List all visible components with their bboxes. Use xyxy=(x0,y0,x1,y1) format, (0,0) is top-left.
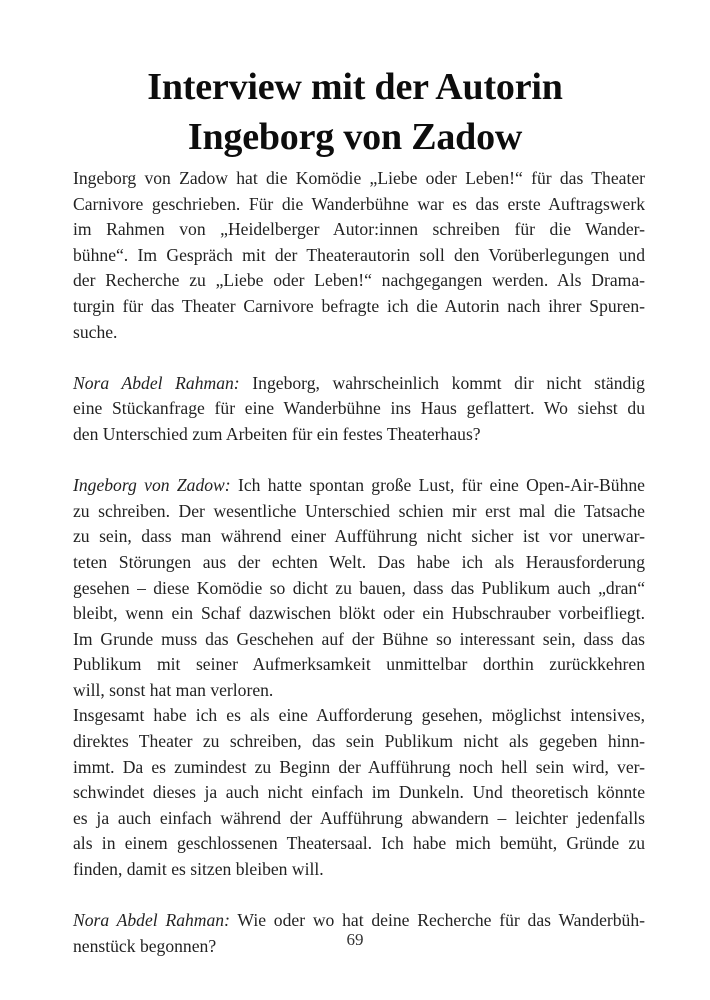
speaker-name: Nora Abdel Rahman: xyxy=(73,910,230,931)
answer-text: Ich hatte spontan große Lust, für eine Open-Air-Bühne xyxy=(230,475,645,496)
text-line-content: im Rahmen von „Heidelberger Autor:innen schreiben für die Wander- xyxy=(73,219,645,240)
text-line-content: direktes Theater zu schreiben, das sein Publikum nicht als gegeben hinn- xyxy=(73,731,645,752)
text-line-content xyxy=(73,473,645,499)
text-line-content: suche. xyxy=(73,321,118,342)
text-line xyxy=(73,371,645,397)
text-line xyxy=(73,524,645,550)
text-line xyxy=(73,294,645,320)
text-line-content: gesehen – diese Komödie so dicht zu bauen, dass das Publikum auch „dran“ xyxy=(73,577,645,598)
text-line xyxy=(73,857,645,883)
title-line-1: Interview mit der Autorin xyxy=(147,66,563,108)
text-line xyxy=(73,601,645,627)
text-line-content: bühne“. Im Gespräch mit der Theaterautorin soll den Vorüberlegungen und xyxy=(73,244,645,265)
text-line xyxy=(73,729,645,755)
page-title xyxy=(0,62,710,162)
paragraph-gap xyxy=(73,448,645,474)
paragraph-gap xyxy=(73,345,645,371)
text-line xyxy=(73,243,645,269)
answer-1 xyxy=(73,473,645,883)
text-line-content: teten Störungen aus der echten Welt. Das habe ich als Herausforderung xyxy=(73,551,645,572)
text-line-content: turgin für das Theater Carnivore befragte ich die Autorin nach ihrer Spuren- xyxy=(73,295,645,316)
question-text: Ingeborg, wahrscheinlich kommt dir nicht ständig xyxy=(239,372,645,393)
text-line xyxy=(73,780,645,806)
text-line-content: Ingeborg von Zadow hat die Komödie „Liebe oder Leben!“ für das Theater xyxy=(73,168,645,188)
title-line-2: Ingeborg von Zadow xyxy=(187,116,523,158)
text-line xyxy=(73,806,645,832)
article-body xyxy=(73,166,645,959)
paragraph-gap xyxy=(73,883,645,909)
text-line-content: zu schreiben. Der wesentliche Unterschied schien mir erst mal die Tatsache xyxy=(73,500,645,521)
text-line-content: als in einem geschlossenen Theatersaal. Ich habe mich bemüht, Gründe zu xyxy=(73,833,645,854)
text-line-content: den Unterschied zum Arbeiten für ein festes Theaterhaus? xyxy=(73,423,481,444)
text-line-content: will, sonst hat man verloren. xyxy=(73,679,274,700)
question-text: Wie oder wo hat deine Recherche für das Wanderbüh- xyxy=(229,910,645,931)
text-line-content: nenstück begonnen? xyxy=(73,935,217,956)
text-line-content: finden, damit es sitzen bleiben will. xyxy=(73,859,324,880)
text-line-content: eine Stückanfrage für eine Wanderbühne ins Haus geflattert. Wo siehst du xyxy=(73,398,645,419)
text-line xyxy=(73,576,645,602)
text-line-content: es ja auch einfach während der Aufführung abwandern – leichter jedenfalls xyxy=(73,807,645,828)
text-line xyxy=(73,703,645,729)
text-line xyxy=(73,550,645,576)
text-line xyxy=(73,755,645,781)
text-line xyxy=(73,320,645,346)
text-line-content: der Recherche zu „Liebe oder Leben!“ nachgegangen werden. Als Drama- xyxy=(73,270,645,291)
text-line xyxy=(73,396,645,422)
text-line-content: zu sein, dass man während einer Aufführung nicht sicher ist vor unerwar- xyxy=(73,526,645,547)
question-1 xyxy=(73,371,645,448)
text-line xyxy=(73,678,645,704)
text-line-content: bleibt, wenn ein Schaf dazwischen blökt oder ein Hubschrauber vorbeifliegt. xyxy=(73,603,645,624)
text-line xyxy=(73,499,645,525)
intro-paragraph xyxy=(73,166,645,345)
text-line-content: Publikum mit seiner Aufmerksamkeit unmittelbar dorthin zurückkehren xyxy=(73,654,645,675)
speaker-name: Ingeborg von Zadow: xyxy=(73,475,231,496)
text-line xyxy=(73,422,645,448)
text-line-content: schwindet dieses ja auch nicht einfach im Dunkeln. Und theoretisch könnte xyxy=(73,782,645,803)
text-line xyxy=(73,217,645,243)
text-line xyxy=(73,192,645,218)
text-line xyxy=(73,652,645,678)
text-line-content: Carnivore geschrieben. Für die Wanderbühne war es das erste Auftragswerk xyxy=(73,193,645,214)
page-number: 69 xyxy=(346,930,364,949)
text-line xyxy=(73,268,645,294)
text-line-content xyxy=(73,371,645,397)
text-line xyxy=(73,166,645,192)
speaker-name: Nora Abdel Rahman: xyxy=(73,372,240,393)
text-line xyxy=(73,473,645,499)
text-line-content: Insgesamt habe ich es als eine Aufforderung gesehen, möglichst intensives, xyxy=(73,705,645,726)
text-line-content: Im Grunde muss das Geschehen auf der Bühne so interessant sein, dass das xyxy=(73,628,645,649)
text-line xyxy=(73,831,645,857)
text-line xyxy=(73,627,645,653)
text-line-content: immt. Da es zumindest zu Beginn der Aufführung noch hell sein wird, ver- xyxy=(73,756,645,777)
